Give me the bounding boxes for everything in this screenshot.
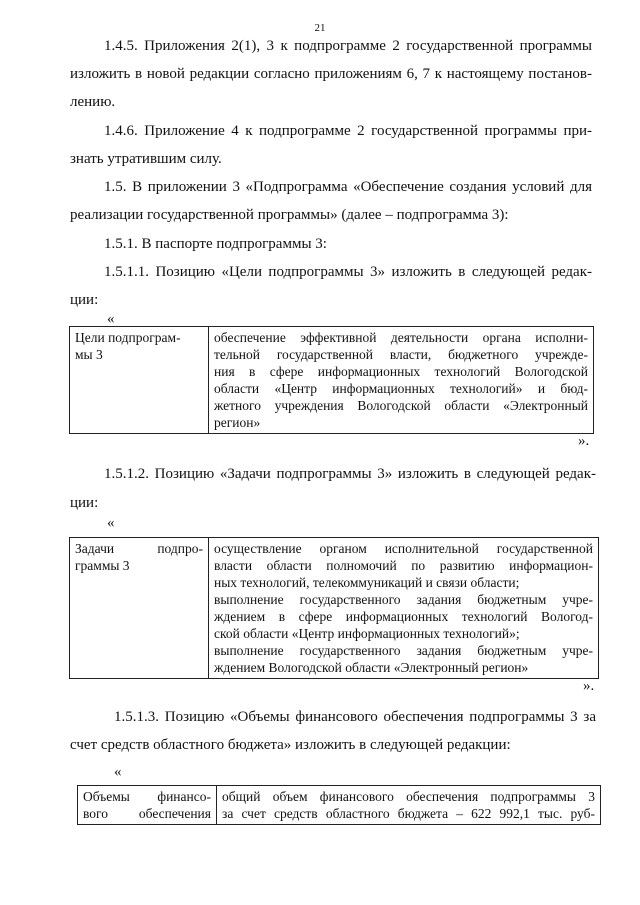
- tasks-label-line: Задачи подпро-: [75, 541, 203, 556]
- paragraph-1-5-1-3-line-2: счет средств областного бюджета» изложить в следующей редакции:: [70, 737, 511, 753]
- tasks-text-line: ской области «Центр информационных технологий»;: [214, 626, 520, 641]
- funding-text-line: общий объем финансового обеспечения подпрограммы 3: [222, 789, 595, 804]
- paragraph-1-4-6-line-2: знать утратившим силу.: [70, 151, 222, 167]
- paragraph-1-5-1-3-line-1: 1.5.1.3. Позицию «Объемы финансового обеспечения подпрограммы 3 за: [114, 709, 596, 725]
- tasks-text-line: ждением Вологодской области «Электронный регион»: [214, 660, 529, 675]
- funding-text-cell: [217, 786, 601, 825]
- paragraph-1-4-6-line-1: 1.4.6. Приложение 4 к подпрограмме 2 государственной программы при-: [104, 123, 592, 139]
- opening-quote: «: [107, 515, 115, 531]
- tasks-table: [69, 537, 599, 679]
- goals-text-cell: [209, 327, 594, 434]
- funding-label-cell: [78, 786, 217, 825]
- goals-text-line: регион»: [214, 415, 261, 430]
- tasks-text-line: осуществление органом исполнительной государственной: [214, 541, 593, 556]
- goals-text-line: ния в сфере информационных технологий Вологодской: [214, 364, 588, 379]
- paragraph-1-4-5-line-1: 1.4.5. Приложения 2(1), 3 к подпрограмме 2 государственной программы: [104, 38, 592, 54]
- funding-label-line: Объемы финансо-: [83, 789, 211, 804]
- opening-quote: «: [114, 764, 122, 780]
- goals-label-line: мы 3: [75, 347, 103, 362]
- goals-label-line: Цели подпрограм-: [75, 330, 181, 345]
- goals-text-line: области «Центр информационных технологий» и бюд-: [214, 381, 588, 396]
- goals-text-line: жетного учреждения Вологодской области «Электронный: [214, 398, 588, 413]
- goals-table: [69, 326, 594, 434]
- paragraph-1-5-1-2-line-1: 1.5.1.2. Позицию «Задачи подпрограммы 3» изложить в следующей редак-: [104, 466, 596, 482]
- funding-text-line: за счет средств областного бюджета – 622 992,1 тыс. руб-: [222, 806, 595, 821]
- opening-quote: «: [107, 311, 115, 327]
- page-number: 21: [314, 22, 326, 34]
- tasks-text-line: ждением в сфере информационных технологий Вологод-: [214, 609, 593, 624]
- goals-text-line: обеспечение эффективной деятельности органа исполни-: [214, 330, 588, 345]
- paragraph-1-5-1-2-line-2: ции:: [70, 495, 99, 511]
- funding-table: [77, 785, 601, 825]
- tasks-label-cell: [70, 538, 209, 679]
- goals-text-line: тельной государственной власти, бюджетного учрежде-: [214, 347, 588, 362]
- closing-quote: ».: [578, 433, 590, 449]
- paragraph-1-4-5-line-2: изложить в новой редакции согласно приложениям 6, 7 к настоящему постанов-: [70, 66, 592, 82]
- paragraph-1-5-line-1: 1.5. В приложении 3 «Подпрограмма «Обеспечение создания условий для: [104, 179, 592, 195]
- tasks-label-line: граммы 3: [75, 558, 130, 573]
- tasks-text-line: выполнение государственного задания бюджетным учре-: [214, 643, 593, 658]
- paragraph-1-5-1: 1.5.1. В паспорте подпрограммы 3:: [104, 236, 327, 252]
- tasks-text-cell: [209, 538, 599, 679]
- tasks-text-line: выполнение государственного задания бюджетным учре-: [214, 592, 593, 607]
- goals-label-cell: [70, 327, 209, 434]
- closing-quote: ».: [583, 678, 595, 694]
- paragraph-1-5-line-2: реализации государственной программы» (далее – подпрограмма 3):: [70, 207, 509, 223]
- paragraph-1-4-5-line-3: лению.: [70, 94, 116, 110]
- paragraph-1-5-1-1-line-1: 1.5.1.1. Позицию «Цели подпрограммы 3» изложить в следующей редак-: [104, 264, 592, 280]
- tasks-text-line: ных технологий, телекоммуникаций и связи области;: [214, 575, 520, 590]
- paragraph-1-5-1-1-line-2: ции:: [70, 292, 99, 308]
- funding-label-line: вого обеспечения: [83, 806, 211, 821]
- tasks-text-line: власти области полномочий по развитию информацион-: [214, 558, 593, 573]
